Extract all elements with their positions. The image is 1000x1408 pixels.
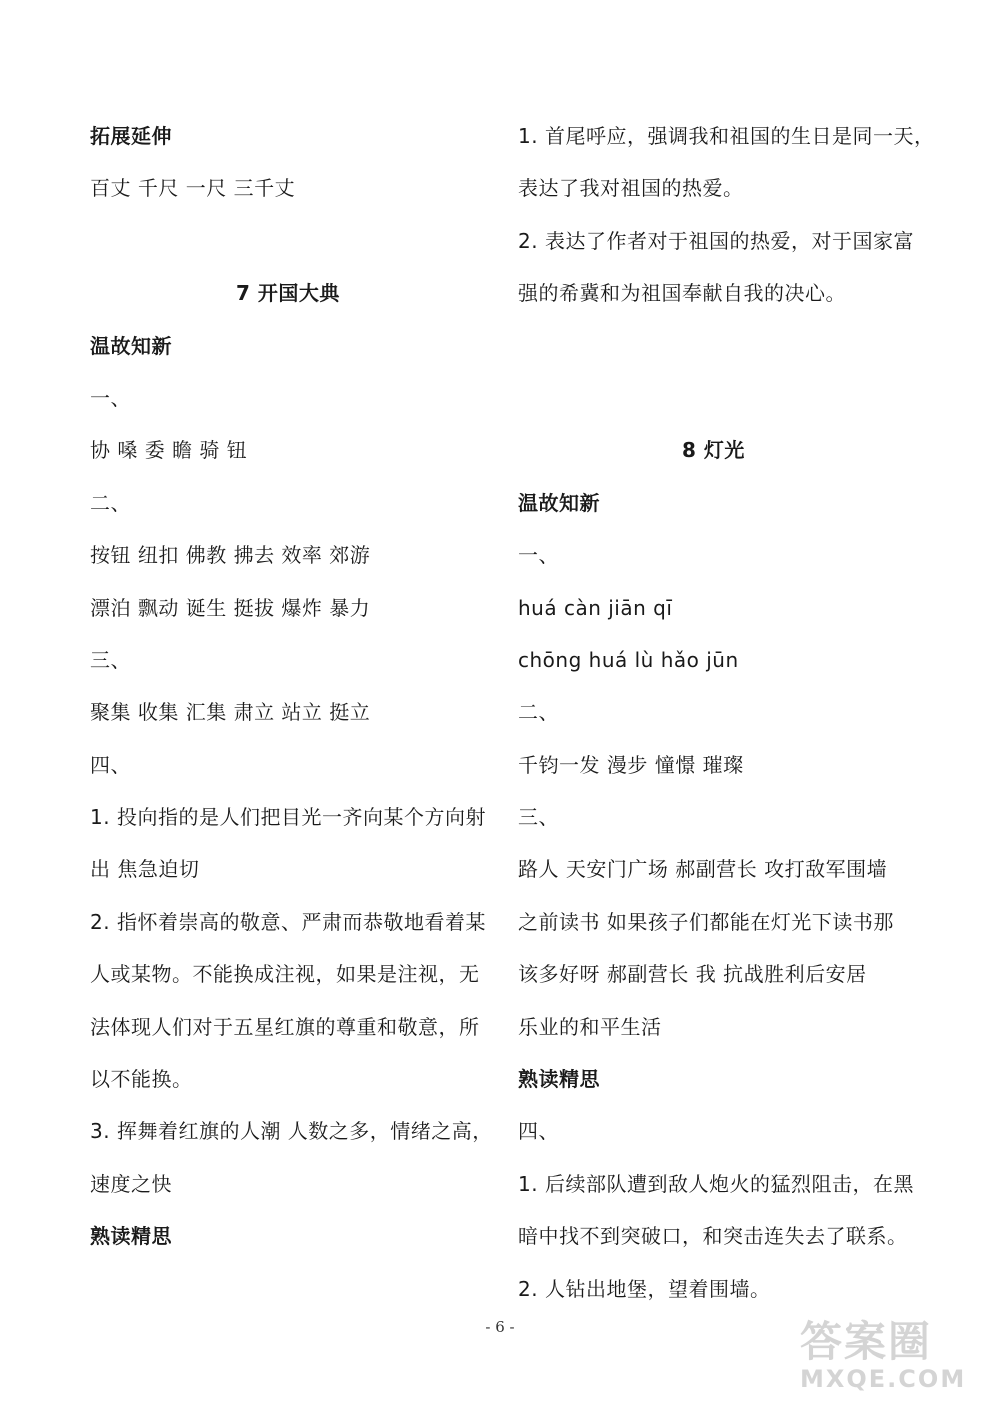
answer-line: 3. 挥舞着红旗的人潮 人数之多，情绪之高，	[90, 1119, 493, 1144]
answer-line: 出 焦急迫切	[90, 857, 200, 882]
answer-line: 1. 首尾呼应，强调我和祖国的生日是同一天，	[518, 124, 935, 148]
answer-line: 之前读书 如果孩子们都能在灯光下读书那	[518, 909, 894, 934]
section3-answer-7: 聚集 收集 汇集 肃立 站立 挺立	[90, 700, 371, 725]
extend-heading: 拓展延伸	[90, 124, 172, 148]
answer-line: 该多好呀 郝副营长 我 抗战胜利后安居	[518, 962, 867, 987]
answer-line: 速度之快	[90, 1171, 172, 1196]
review-heading-7: 温故知新	[90, 333, 172, 358]
section2-row1-7: 按钮 纽扣 佛教 拂去 效率 郊游	[90, 543, 371, 568]
watermark-url: MXQE.COM	[800, 1365, 967, 1393]
answer-line: 2. 指怀着崇高的敬意、严肃而恭敬地看着某	[90, 909, 486, 934]
reading-heading-8: 熟读精思	[518, 1067, 600, 1092]
watermark-logo-text: 答案圈	[800, 1317, 933, 1366]
answer-line: 2. 表达了作者对于祖国的热爱，对于国家富	[518, 228, 914, 253]
review-heading-8: 温故知新	[518, 490, 600, 515]
extend-answer: 百丈 千尺 一尺 三千丈	[90, 176, 296, 201]
section2-row2-7: 漂泊 飘动 诞生 挺拔 爆炸 暴力	[90, 595, 371, 620]
page-number: - 6 -	[485, 1318, 515, 1336]
answer-line: 人或某物。不能换成注视，如果是注视，无	[90, 962, 480, 987]
answer-line: 强的希冀和为祖国奉献自我的决心。	[518, 281, 846, 306]
answer-line: 法体现人们对于五星红旗的尊重和敬意，所	[90, 1014, 480, 1039]
reading-heading-7: 熟读精思	[90, 1224, 172, 1249]
section4-marker-8: 四、	[518, 1119, 559, 1144]
pinyin-row2: chōng huá lù hǎo jūn	[518, 647, 739, 672]
watermark-logo	[800, 1318, 990, 1398]
section2-marker-7: 二、	[90, 490, 131, 515]
section2-marker-8: 二、	[518, 700, 559, 725]
lesson7-title: 7 开国大典	[236, 281, 340, 306]
answer-line: 表达了我对祖国的热爱。	[518, 176, 744, 201]
section1-answer-7: 协 嗓 委 瞻 骑 钮	[90, 438, 248, 463]
lesson8-title: 8 灯光	[682, 438, 745, 463]
left-column	[90, 110, 493, 1263]
pinyin-row1: huá càn jiān qī	[518, 595, 673, 620]
section1-marker-7: 一、	[90, 385, 131, 410]
answer-line: 暗中找不到突破口，和突击连失去了联系。	[518, 1224, 908, 1249]
answer-line: 路人 天安门广场 郝副营长 攻打敌军围墙	[518, 857, 888, 882]
section1-marker-8: 一、	[518, 543, 559, 568]
answer-line: 乐业的和平生活	[518, 1014, 662, 1039]
answer-line: 1. 投向指的是人们把目光一齐向某个方向射	[90, 805, 486, 830]
answer-line: 以不能换。	[90, 1067, 193, 1092]
section3-marker-7: 三、	[90, 647, 131, 672]
right-column	[518, 110, 935, 1315]
section4-marker-7: 四、	[90, 752, 131, 777]
section2-answer-8: 千钧一发 漫步 憧憬 璀璨	[518, 752, 744, 777]
answer-line: 2. 人钻出地堡，望着围墙。	[518, 1276, 771, 1301]
section3-marker-8: 三、	[518, 805, 559, 830]
answer-line: 1. 后续部队遭到敌人炮火的猛烈阻击，在黑	[518, 1171, 914, 1196]
